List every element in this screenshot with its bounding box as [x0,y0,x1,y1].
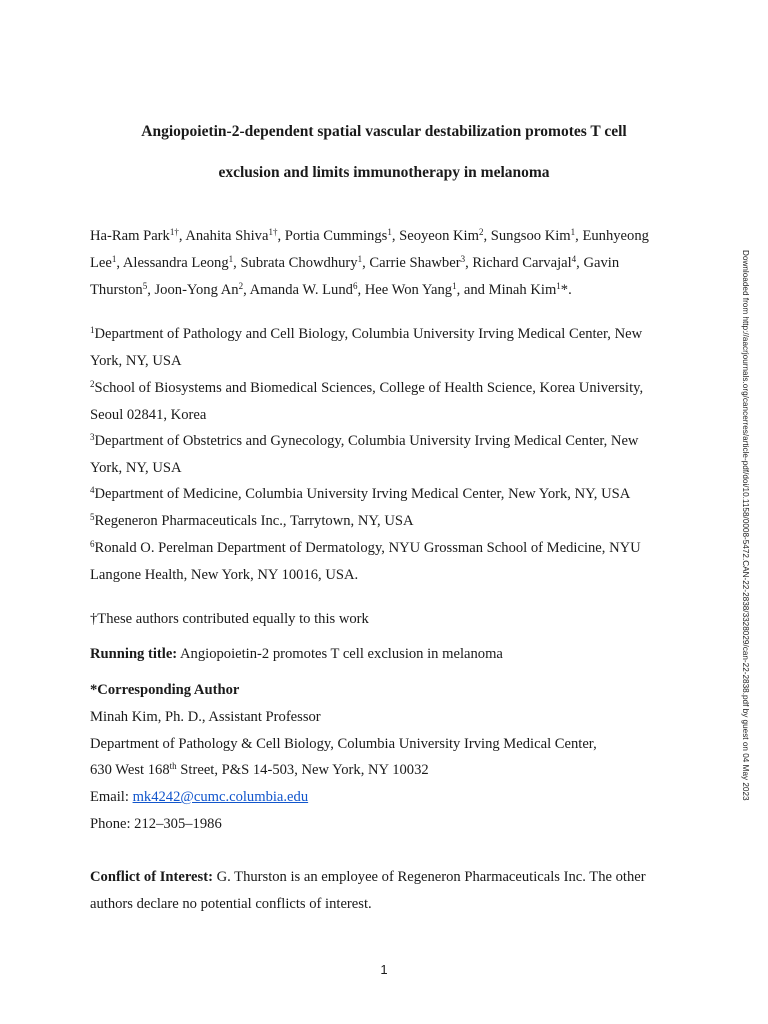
conflict-of-interest-cont: authors declare no potential conflicts of interest. [90,896,372,912]
affiliation-2 [90,381,643,396]
paper-title-line-1: Angiopoietin-2-dependent spatial vascular destabilization promotes T cell [141,123,627,140]
conflict-label: Conflict of Interest: [90,869,213,885]
author-name: , Seoyeon Kim [391,228,479,244]
author-affiliation-mark: 1† [268,227,278,237]
author-affiliation-mark: 2 [478,227,484,237]
affiliation-number: 4 [90,485,95,495]
affiliation-6-cont: Langone Health, New York, NY 10016, USA. [90,567,359,583]
address-start: 630 West 168 [90,762,170,778]
address-end: Street, P&S 14-503, New York, NY 10032 [176,762,429,778]
email-label: Email: [90,789,133,805]
author-affiliation-mark: 3 [460,254,466,264]
corresponding-author-name: Minah Kim, Ph. D., Assistant Professor [90,709,321,725]
author-line-1 [90,229,649,244]
author-name: , Eunhyeong [575,228,649,244]
affiliation-4 [90,487,630,502]
affiliation-text: Ronald O. Perelman Department of Dermatology, NYU Grossman School of Medicine, NYU [94,540,641,556]
affiliation-1-cont: York, NY, USA [90,353,182,369]
author-name: , and Minah Kim [456,282,557,298]
corresponding-author-address [90,763,429,778]
affiliation-text: School of Biosystems and Biomedical Sciences, College of Health Science, Korea University, [94,380,644,396]
author-affiliation-mark: 1 [556,281,561,291]
affiliation-5 [90,514,414,529]
affiliation-text: Department of Obstetrics and Gynecology, Columbia University Irving Medical Center, New [94,433,639,449]
affiliation-text: Department of Pathology and Cell Biology, Columbia University Irving Medical Center, New [94,326,643,342]
author-name: *. [560,282,572,298]
affiliation-text: Regeneron Pharmaceuticals Inc., Tarrytown, NY, USA [94,513,414,529]
running-title-text: Angiopoietin-2 promotes T cell exclusion in melanoma [177,646,503,662]
author-affiliation-mark: 4 [571,254,577,264]
author-name: , Anahita Shiva [178,228,269,244]
affiliation-number: 5 [90,512,95,522]
affiliation-number: 2 [90,379,95,389]
author-name: Lee [90,255,112,271]
download-watermark: Downloaded from http://aacrjournals.org/cancerres/article-pdf/doi/10.1158/0008-5472.CAN-22-2838/3328029/can-22-2838.pdf by guest on 04 May 2023 [741,250,750,801]
affiliation-number: 6 [90,539,95,549]
affiliation-3-cont: York, NY, USA [90,460,182,476]
affiliation-1 [90,327,642,342]
corresponding-author-department: Department of Pathology & Cell Biology, Columbia University Irving Medical Center, [90,736,597,752]
author-name: Thurston [90,282,143,298]
author-affiliation-mark: 2 [238,281,244,291]
author-affiliation-mark: 1 [228,254,234,264]
author-name: , Sungsoo Kim [483,228,571,244]
author-affiliation-mark: 6 [352,281,358,291]
email-link[interactable]: mk4242@cumc.columbia.edu [132,789,309,805]
corresponding-author-phone: Phone: 212–305–1986 [90,816,222,832]
author-affiliation-mark: 1 [357,254,363,264]
author-affiliation-mark: 1 [452,281,457,291]
conflict-text: G. Thurston is an employee of Regeneron Pharmaceuticals Inc. The other [212,869,646,885]
affiliation-6 [90,541,641,556]
equal-contribution-note: †These authors contributed equally to this work [90,611,369,627]
author-affiliation-mark: 1† [169,227,179,237]
paper-title-line-2: exclusion and limits immunotherapy in melanoma [218,164,550,181]
author-line-2 [90,256,619,271]
running-title-label: Running title: [90,646,178,662]
running-title [90,647,503,662]
corresponding-author-email [90,790,308,805]
author-affiliation-mark: 1 [387,227,392,237]
author-name: , Subrata Chowdhury [233,255,358,271]
affiliation-text: Department of Medicine, Columbia University Irving Medical Center, New York, NY, USA [94,486,631,502]
author-name: , Portia Cummings [277,228,388,244]
affiliation-number: 1 [90,325,95,335]
author-affiliation-mark: 1 [570,227,576,237]
author-name: , Richard Carvajal [465,255,572,271]
page-number: 1 [380,962,388,977]
author-name: Ha-Ram Park [90,228,170,244]
author-line-3 [90,283,572,298]
author-name: , Gavin [576,255,620,271]
author-affiliation-mark: 1 [111,254,117,264]
affiliation-3 [90,434,638,449]
corresponding-author-heading: *Corresponding Author [90,682,240,698]
author-name: , Hee Won Yang [357,282,453,298]
ordinal-suffix: th [169,761,177,771]
author-name: , Joon-Yong An [147,282,239,298]
conflict-of-interest [90,870,646,885]
author-name: , Carrie Shawber [362,255,461,271]
author-name: , Amanda W. Lund [243,282,353,298]
author-name: , Alessandra Leong [116,255,229,271]
affiliation-2-cont: Seoul 02841, Korea [90,407,207,423]
affiliation-number: 3 [90,432,95,442]
author-affiliation-mark: 5 [142,281,148,291]
